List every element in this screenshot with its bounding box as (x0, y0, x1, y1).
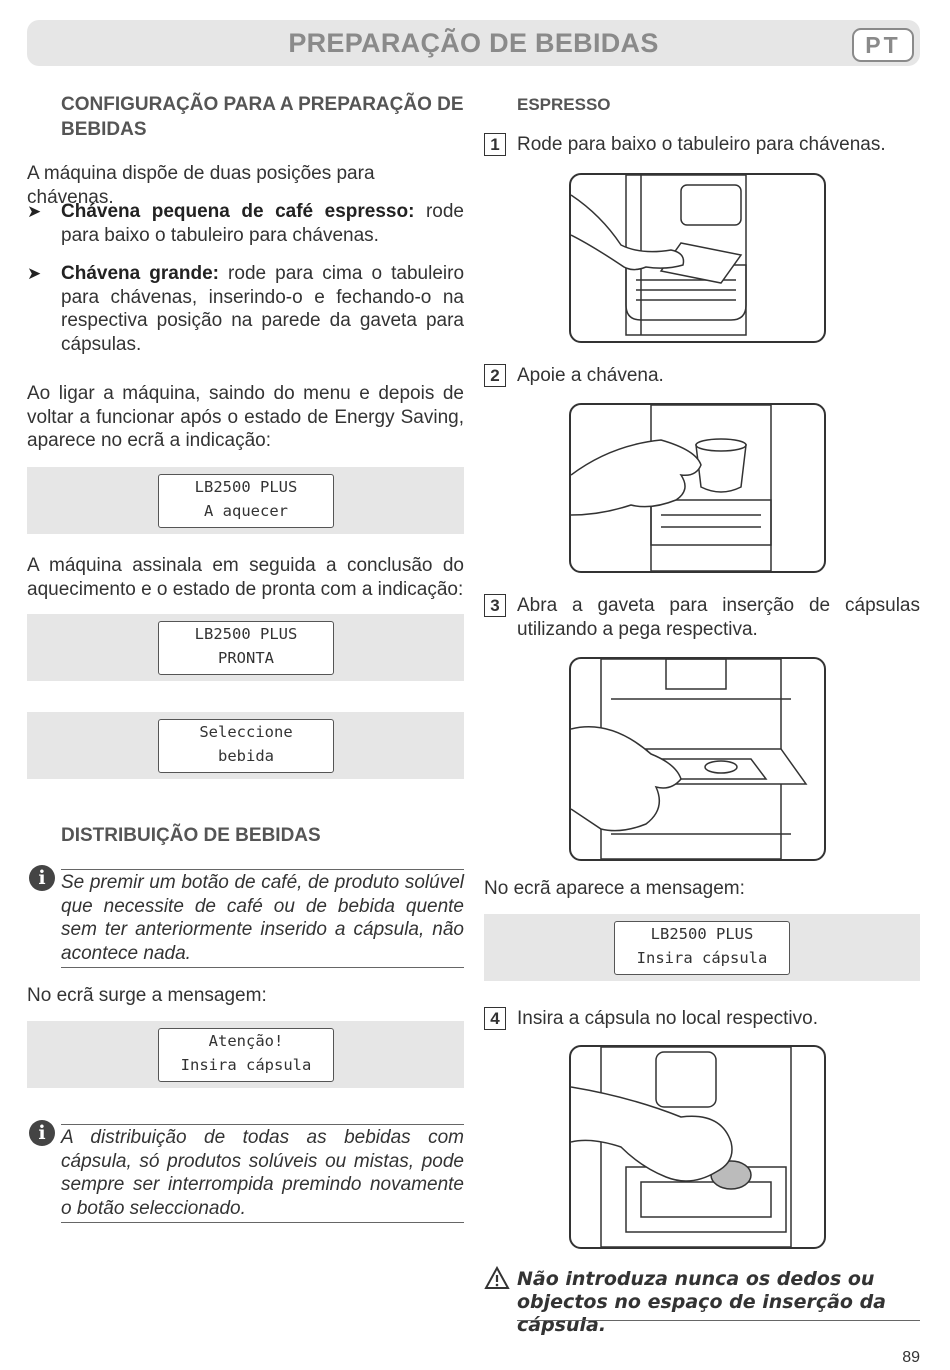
message-paragraph: No ecrã surge a mensagem: (27, 985, 267, 1006)
info-icon: i (29, 1120, 55, 1146)
step-text: Abra a gaveta para inserção de cápsulas utilizando a pega respectiva. (517, 595, 920, 640)
arrow-right-icon: ➤ (27, 264, 42, 283)
bullet-small-cup (27, 200, 464, 247)
display-panel (27, 614, 464, 681)
intro-paragraph: A máquina dispõe de duas posições para chávenas. (27, 163, 375, 208)
step-text: Insira a cápsula no local respectivo. (517, 1008, 818, 1029)
bullet-large-cup (27, 262, 464, 356)
step-number: 1 (484, 133, 506, 156)
warning-triangle-icon (484, 1266, 510, 1290)
section-heading-configuration: CONFIGURAÇÃO PARA A PREPARAÇÃO DE BEBIDAS (61, 94, 464, 140)
page-header (27, 20, 920, 66)
note-text: A distribuição de todas as bebidas com cápsula, só produtos solúveis ou mistas, pode sempre ser interrompida premindo novamente o botão seleccionado. (61, 1127, 464, 1219)
espresso-heading: ESPRESSO (517, 95, 611, 114)
step-number: 4 (484, 1007, 506, 1030)
section-heading-distribution: DISTRIBUIÇÃO DE BEBIDAS (61, 825, 321, 846)
step-text: Rode para baixo o tabuleiro para chávenas. (517, 134, 886, 155)
lcd-line-1: LB2500 PLUS (194, 478, 298, 496)
step-1 (484, 133, 920, 157)
info-note (27, 1124, 464, 1224)
language-badge: PT (852, 28, 914, 62)
lcd-line-2: A aquecer (204, 502, 288, 520)
step-3 (484, 594, 920, 641)
step-2 (484, 364, 920, 388)
lcd-line-2: Insira cápsula (180, 1056, 312, 1074)
power-on-paragraph: Ao ligar a máquina, saindo do menu e depois de voltar a funcionar após o estado de Energy Saving, aparece no ecrã a indicação: (27, 383, 464, 451)
step-number: 2 (484, 364, 506, 387)
lcd-line-2: bebida (218, 747, 274, 765)
bullet-bold: Chávena grande: (61, 263, 219, 284)
lcd-display (158, 474, 334, 528)
display-panel (484, 914, 920, 981)
ready-paragraph: A máquina assinala em seguida a conclusão do aquecimento e o estado de pronta com a indicação: (27, 555, 464, 600)
lcd-line-1: LB2500 PLUS (194, 625, 298, 643)
lcd-display (158, 621, 334, 675)
display-panel (27, 1021, 464, 1088)
right-message-paragraph: No ecrã aparece a mensagem: (484, 878, 745, 899)
lcd-display (614, 921, 790, 975)
illustration-insert-capsule (569, 1045, 826, 1249)
lcd-display (158, 719, 334, 773)
illustration-cup-tray (569, 173, 826, 343)
display-panel (27, 712, 464, 779)
note-text: Se premir um botão de café, de produto solúvel que necessite de café ou de bebida quente sem ter anteriormente inserido a cápsula, não acontece nada. (61, 872, 464, 964)
lcd-line-1: Atenção! (208, 1032, 284, 1050)
info-icon: i (29, 865, 55, 891)
page-title: PREPARAÇÃO DE BEBIDAS (288, 28, 659, 58)
bullet-text: rode para baixo o tabuleiro para chávenas. (61, 201, 464, 246)
warning-note (484, 1268, 920, 1337)
arrow-right-icon: ➤ (27, 202, 42, 221)
warning-text: Não introduza nunca os dedos ou objectos no espaço de inserção da cápsula. (517, 1268, 886, 1336)
lcd-line-1: Seleccione (199, 723, 293, 741)
lcd-line-2: Insira cápsula (636, 949, 768, 967)
display-panel (27, 467, 464, 534)
lcd-display (158, 1028, 334, 1082)
info-note (27, 869, 464, 969)
step-number: 3 (484, 594, 506, 617)
bullet-bold: Chávena pequena de café espresso: (61, 201, 415, 222)
step-text: Apoie a chávena. (517, 365, 664, 386)
illustration-place-cup (569, 403, 826, 573)
bullet-text: rode para cima o tabuleiro para chávenas, inserindo-o e fechando-o na respectiva posição na parede da gaveta para cápsulas. (61, 263, 465, 355)
illustration-open-drawer (569, 657, 826, 861)
page-number: 89 (902, 1349, 920, 1366)
lcd-line-2: PRONTA (218, 649, 274, 667)
lcd-line-1: LB2500 PLUS (650, 925, 754, 943)
step-4 (484, 1007, 920, 1031)
